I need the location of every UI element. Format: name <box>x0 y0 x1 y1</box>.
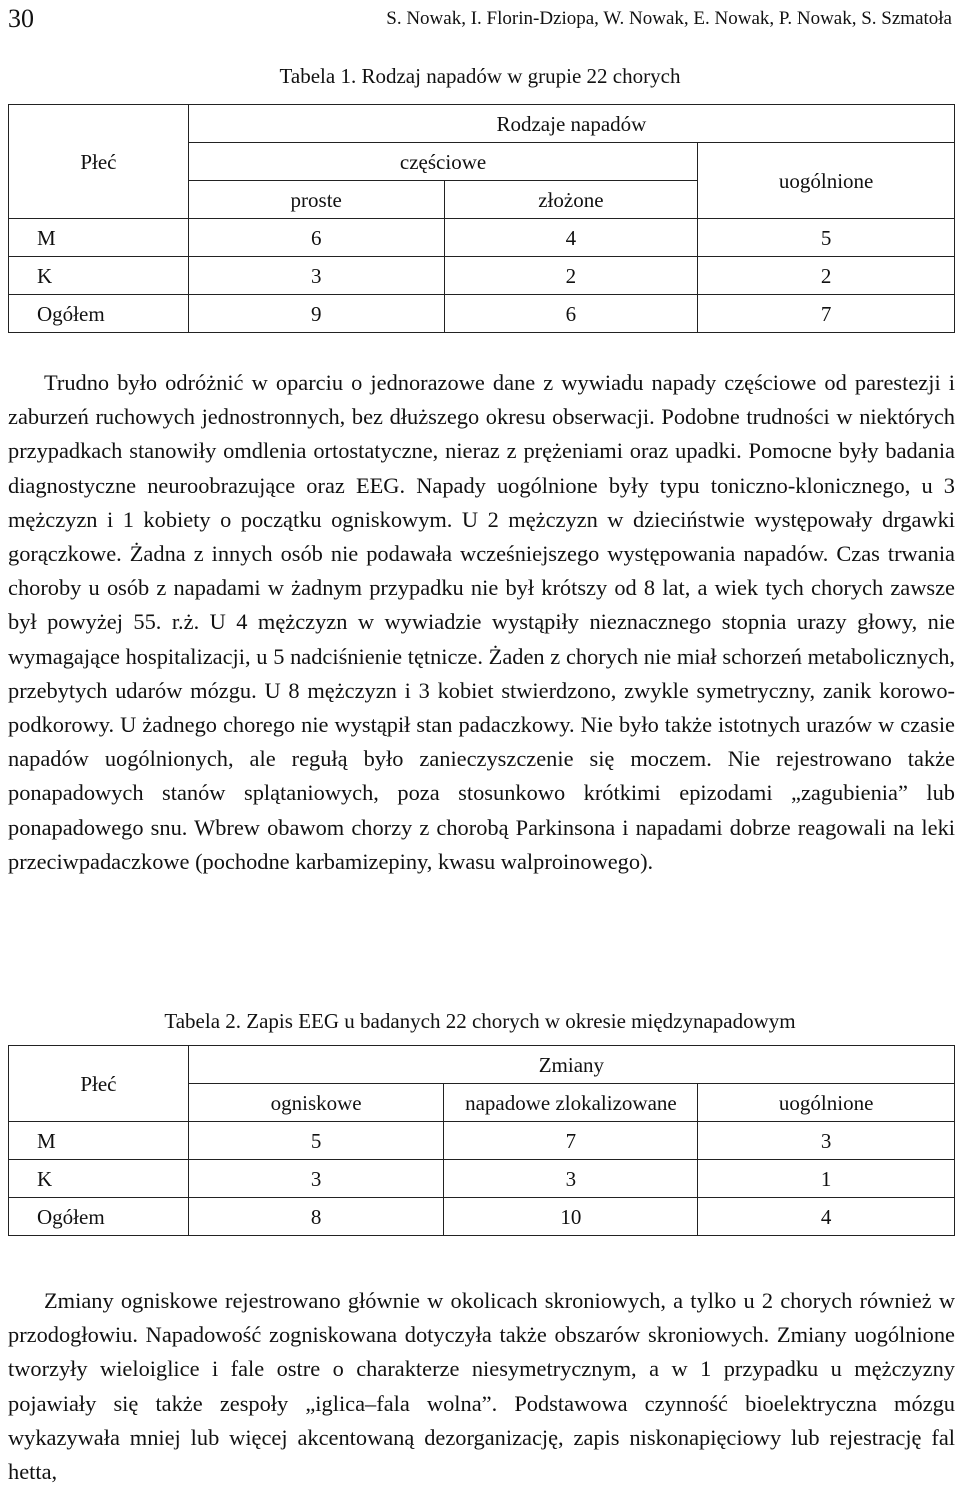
table-cell: 5 <box>698 219 955 257</box>
table2-header-generalized: uogólnione <box>698 1084 955 1122</box>
table-cell: 7 <box>444 1122 698 1160</box>
table-row <box>9 1122 955 1160</box>
table-cell: 5 <box>188 1122 444 1160</box>
table1-caption: Tabela 1. Rodzaj napadów w grupie 22 chorych <box>279 64 681 88</box>
table1-header-complex: złożone <box>444 181 698 219</box>
table1-header-sex: Płeć <box>9 105 189 219</box>
table-cell: 9 <box>188 295 444 333</box>
table-row <box>9 1198 955 1236</box>
table-row <box>9 1160 955 1198</box>
body-paragraph-1: Trudno było odróżnić w oparciu o jednorazowe dane z wywiadu napady częściowe od parestezji i zaburzeń ruchowych jednostronnych, bez dłuższego okresu obserwacji. Podobne trudności w niektórych przypadkach stanowiły omdlenia ortostatyczne, nieraz z prężeniami oraz upadki. Pomocne były badania diagnostyczne neuroobrazujące oraz EEG. Napady uogólnione były typu toniczno-klonicznego, u 3 mężczyzn i 1 kobiety o początku ogniskowym. U 2 mężczyzn w dzieciństwie występowały drgawki gorączkowe. Żadna z innych osób nie podawała wcześniejszego występowania napadów. Czas trwania choroby u osób z napadami w żadnym przypadku nie był krótszy od 8 lat, a wiek tych chorych zawsze był powyżej 55. r.ż. U 4 mężczyzn w wywiadzie wystąpiły nieznacznego stopnia urazy głowy, nie wymagające hospitalizacji, u 5 nadciśnienie tętnicze. Żaden z chorych nie miał schorzeń metabolicznych, przebytych udarów mózgu. U 8 mężczyzn i 3 kobiet stwierdzono, zwykle symetryczny, zanik korowo-podkorowy. U żadnego chorego nie wystąpił stan padaczkowy. Nie było także istotnych urazów w czasie napadów uogólnionych, ale regułą było zanieczyszczenie się moczem. Nie rejestrowano także ponapadowych stanów splątaniowych, poza stosunkowo krótkimi epizodami „zagubienia” lub ponapadowego snu. Wbrew obawom chorzy z chorobą Parkinsona i napadami dobrze reagowali na leki przeciwpadaczkowe (pochodne karbamizepiny, kwasu walproinowego). <box>8 370 955 874</box>
table-cell: 1 <box>698 1160 955 1198</box>
table-cell: 3 <box>444 1160 698 1198</box>
table1-header-partial: częściowe <box>188 143 697 181</box>
table-cell: 4 <box>698 1198 955 1236</box>
running-header-authors: S. Nowak, I. Florin-Dziopa, W. Nowak, E. Nowak, P. Nowak, S. Szmatoła <box>386 8 952 29</box>
row-label: M <box>9 219 189 257</box>
table1-header-simple: proste <box>188 181 444 219</box>
table1-header-generalized: uogólnione <box>698 143 955 219</box>
table-cell: 3 <box>188 1160 444 1198</box>
table1-header-seizure-types: Rodzaje napadów <box>188 105 954 143</box>
table-cell: 3 <box>698 1122 955 1160</box>
table-row <box>9 219 955 257</box>
page-number: 30 <box>8 4 34 33</box>
table-cell: 8 <box>188 1198 444 1236</box>
row-label: Ogółem <box>9 295 189 333</box>
table-cell: 10 <box>444 1198 698 1236</box>
table-cell: 2 <box>698 257 955 295</box>
table2-caption: Tabela 2. Zapis EEG u badanych 22 chorych w okresie międzynapadowym <box>164 1009 796 1033</box>
table-cell: 3 <box>188 257 444 295</box>
body-paragraph-2: Zmiany ogniskowe rejestrowano głównie w okolicach skroniowych, a tylko u 2 chorych również w przodogłowiu. Napadowość zogniskowana dotyczyła także obszarów skroniowych. Zmiany uogólnione tworzyły wieloiglice i fale ostre o charakterze niesymetrycznym, a w 1 przypadku u mężczyzny pojawiały się także zespoły „iglica–fala wolna”. Podstawowa czynność bioelektryczna mózgu wykazywała mniej lub więcej akcentowaną dezorganizację, zapis niskonapięciowy lub rejestrację fal hetta, <box>8 1288 955 1485</box>
table-row <box>9 257 955 295</box>
table1-seizure-types <box>8 104 955 333</box>
table-cell: 2 <box>444 257 698 295</box>
row-label: K <box>9 1160 189 1198</box>
table-cell: 7 <box>698 295 955 333</box>
row-label: K <box>9 257 189 295</box>
table2-header-localized: napadowe zlokalizowane <box>444 1084 698 1122</box>
row-label: M <box>9 1122 189 1160</box>
table2-header-sex: Płeć <box>9 1046 189 1122</box>
table-cell: 6 <box>188 219 444 257</box>
table-cell: 6 <box>444 295 698 333</box>
table-row <box>9 295 955 333</box>
row-label: Ogółem <box>9 1198 189 1236</box>
table-cell: 4 <box>444 219 698 257</box>
table2-header-focal: ogniskowe <box>188 1084 444 1122</box>
table2-header-changes: Zmiany <box>188 1046 954 1084</box>
table2-eeg-findings <box>8 1045 955 1236</box>
